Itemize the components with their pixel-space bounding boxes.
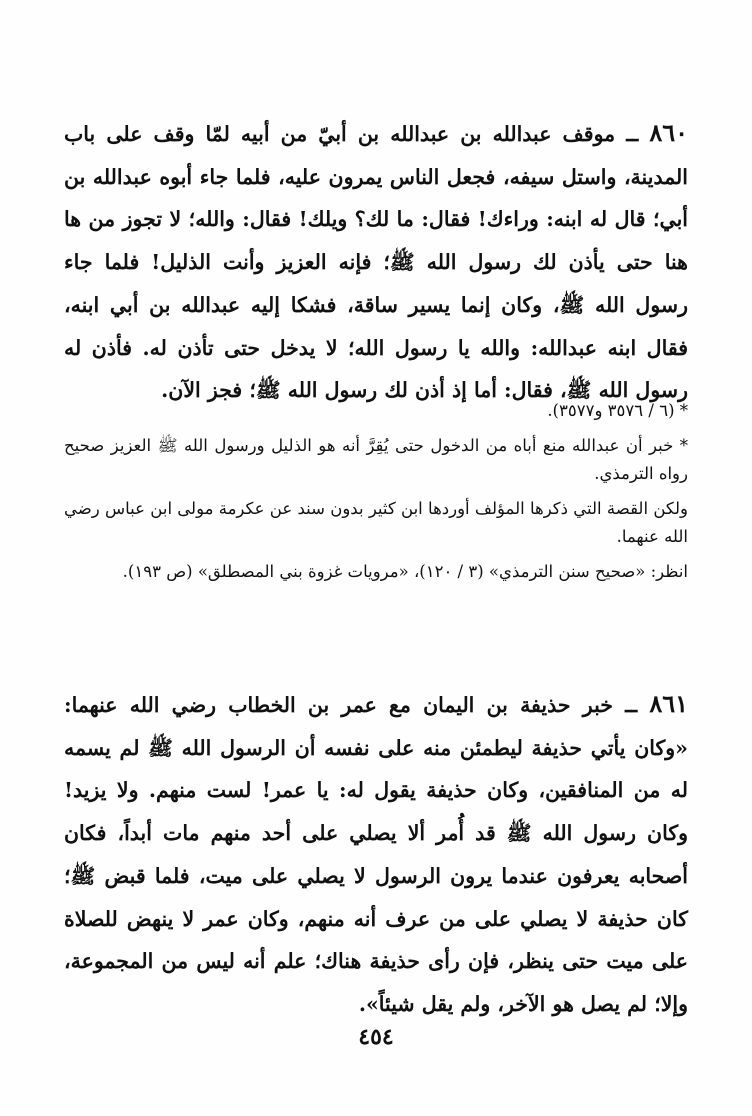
page-number: ٤٥٤ (358, 1024, 394, 1050)
entry-860 (64, 112, 688, 412)
entry-860-paragraph (64, 112, 688, 412)
entry-860-reference: * (٦ / ٣٥٧٦ و٣٥٧٧). (547, 401, 688, 420)
entry-860-number: ٨٦٠ (649, 118, 689, 147)
footnote-1: * خبر أن عبدالله منع أباه من الدخول حتى يُقِرَّ أنه هو الذليل ورسول الله ﷺ العزيز صحيح رواه الترمذي. (64, 435, 688, 483)
entry-861-text: ــ خبر حذيفة بن اليمان مع عمر بن الخطاب رضي الله عنهما: «وكان يأتي حذيفة ليطمئن منه على نفسه أن الرسول الله ﷺ لم يسمه له من المنافقين، وكان حذيفة يقول له: يا عمر! لست منهم. ولا يزيد! وكان رسول الله ﷺ قد أُمر ألا يصلي على أحد منهم مات أبداً، فكان أصحابه يعرفون عندما يرون الرسول لا يصلي على ميت، فلما قبض ﷺ؛ كان حذيفة لا يصلي على من عرف أنه منهم، وكان عمر لا ينهض للصلاة على ميت حتى ينظر، فإن رأى حذيفة هناك؛ علم أنه ليس من المجموعة، وإلا؛ لم يصل هو الآخر، ولم يقل شيئاً». (64, 693, 688, 1016)
entry-860-text: ــ موقف عبدالله بن عبدالله بن أبيّ من أبيه لمّا وقف على باب المدينة، واستل سيفه، فجعل الناس يمرون عليه، فلما جاء أبوه عبدالله بن أبي؛ قال له ابنه: وراءك! فقال: ما لك؟ ويلك! فقال: والله؛ لا تجوز من ها هنا حتى يأذن لك رسول الله ﷺ؛ فإنه العزيز وأنت الذليل! فلما جاء رسول الله ﷺ، وكان إنما يسير ساقة، فشكا إليه عبدالله بن أبي ابنه، فقال ابنه عبدالله: والله يا رسول الله؛ لا يدخل حتى تأذن له. فأذن له رسول الله ﷺ، فقال: أما إذ أذن لك رسول الله ﷺ؛ فجز الآن. (64, 122, 688, 403)
entry-860-footnotes (64, 397, 688, 586)
entry-861-number: ٨٦١ (649, 689, 689, 718)
footnote-2: ولكن القصة التي ذكرها المؤلف أوردها ابن كثير بدون سند عن عكرمة مولى ابن عباس رضي الله عنهما. (64, 498, 688, 546)
entry-861 (64, 683, 688, 1026)
footnote-3: انظر: «صحيح سنن الترمذي» (٣ / ١٢٠)، «مرويات غزوة بني المصطلق» (ص ١٩٣). (122, 561, 688, 581)
entry-861-paragraph (64, 683, 688, 1026)
